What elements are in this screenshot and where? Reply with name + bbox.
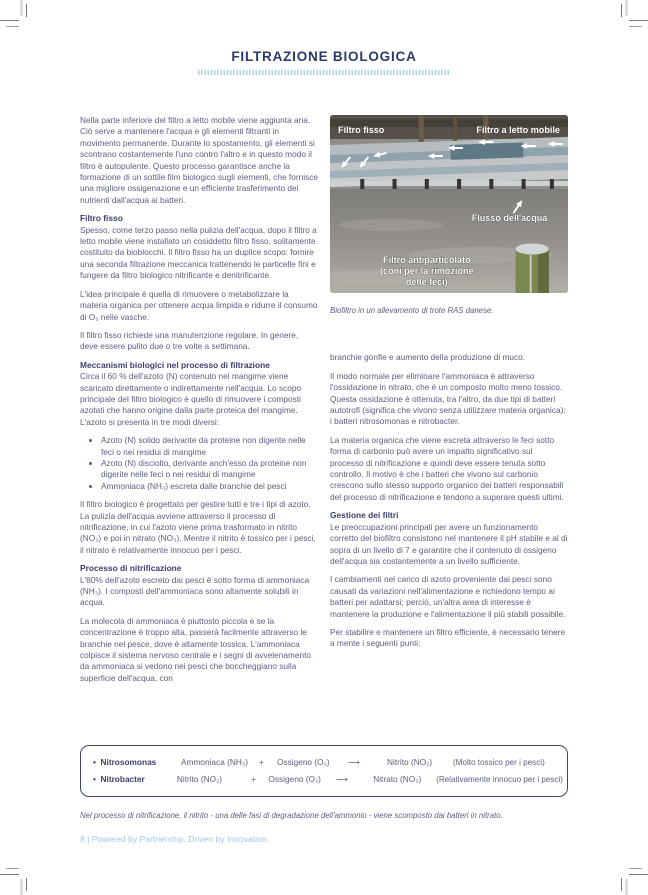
paragraph: Circa il 60 % dell'azoto (N) contenuto nel mangime viene scaricato direttamente o indirettamente nell'acqua. Lo scopo principale del filtro biologico è quello di rimuovere i composti azotati che hanno origine dalla parte proteica del mangime. L'azoto si presenta in tre modi diversi: bbox=[80, 371, 302, 427]
photo-label-antiparticolato-3: delle feci) bbox=[405, 277, 448, 287]
crop-mark-line bbox=[6, 868, 19, 869]
left-column bbox=[80, 115, 318, 745]
paragraph: I cambiamenti nel carico di azoto proveniente dai pesci sono causati da variazioni nell'alimentazione e richiedono tempo ai batteri per adattarsi; perciò, un'altra area di interesse è mantenere la produzione e l'alimentazione il più stabili possibile. bbox=[330, 574, 566, 619]
section-heading-nitrificazione: Processo di nitrificazione bbox=[80, 563, 182, 574]
crop-mark-line bbox=[629, 868, 642, 869]
biofilter-photo bbox=[330, 115, 568, 293]
section-heading-filtro-fisso: Filtro fisso bbox=[80, 213, 123, 224]
crop-mark-line bbox=[0, 874, 19, 875]
crop-mark-line bbox=[20, 0, 23, 16]
photo-label-antiparticolato-2: (coni per la rimozione bbox=[380, 266, 474, 276]
photo-caption: Biofiltro in un allevamento di trote RAS danese. bbox=[330, 306, 494, 315]
reactant: Nitrito (NO₂) bbox=[176, 774, 223, 784]
list-item: • Azoto (N) solido derivante da proteine non digerite nelle feci o nei residui di mangime bbox=[101, 435, 318, 458]
list-item: • Azoto (N) disciolto, derivante anch'esso da proteine non digerite nelle feci o nei residui di mangime bbox=[101, 458, 318, 481]
title-underline-ticks bbox=[198, 70, 451, 75]
photo-label-flusso: Flusso dell'acqua bbox=[471, 213, 548, 223]
front-rail bbox=[330, 181, 568, 186]
crop-mark-line bbox=[621, 4, 622, 17]
crop-mark-line bbox=[6, 26, 19, 27]
nitrification-reactions-box bbox=[80, 745, 568, 797]
section-heading-meccanismi: Meccanismi biologici nel processo di filtrazione bbox=[80, 359, 270, 370]
wood-post bbox=[453, 117, 457, 143]
crop-mark-line bbox=[629, 874, 648, 875]
page-title: FILTRAZIONE BIOLOGICA bbox=[231, 49, 417, 64]
reaction-row-nitrobacter bbox=[93, 774, 563, 785]
crop-mark-line bbox=[625, 0, 628, 16]
crop-mark-line bbox=[621, 878, 622, 891]
water-streak bbox=[338, 219, 443, 231]
paragraph: branchie gonfie e aumento della produzione di muco. bbox=[330, 352, 526, 363]
crop-mark-line bbox=[629, 26, 642, 27]
photo-label-filtro-fisso: Filtro fisso bbox=[338, 125, 385, 135]
crop-mark-line bbox=[629, 20, 648, 21]
crop-mark-line bbox=[26, 4, 27, 17]
crop-mark-line bbox=[0, 20, 19, 21]
paragraph: Le preoccupazioni principali per avere un funzionamento corretto del biofiltro consistono nel mantenere il pH stabile e al di sopra di un livello di 7 e garantire che il contenuto di ossigeno dell'acqua sia costantemente a un livello sufficiente. bbox=[330, 521, 568, 566]
reactant: Ammoniaca (NH₃) bbox=[181, 757, 248, 767]
paragraph: Il modo normale per eliminare l'ammoniaca è attraverso l'ossidazione in nitrato, che è un composto molto meno tossico. Questa ossidazione è ottenuta, tra l'altro, da due tipi di batteri autotrofi (significa che vivono senza utilizzare materia organica): i batteri nitrosomonas e nitrobacter. bbox=[330, 370, 566, 427]
reaction-arrow-icon: ⟶ bbox=[348, 757, 360, 767]
paragraph: Spesso, come terzo passo nella pulizia dell'acqua, dopo il filtro a letto mobile viene installato un cosiddetto filtro fisso, solitamente costituito da bioblocchi. Il filtro fisso ha un duplice scopo: fornire una seconda filtrazione meccanica trattenendo le particelle fini e fungere da filtro biologico nitrificante e denitrificante. bbox=[80, 224, 317, 281]
paragraph: Per stabilire e mantenere un filtro efficiente, è necessario tenere a mente i seguenti punti: bbox=[330, 626, 566, 649]
reactions-caption: Nel processo di nitrificazione, il nitrito - una delle fasi di degradazione dell'ammonio - viene scomposto dai batteri in nitrato. bbox=[80, 811, 503, 820]
paragraph: Il filtro biologico è progettato per gestire tutti e tre i tipi di azoto. La pulizia dell'acqua avviene attraverso il processo di nitrificazione, in cui l'azoto viene prima trasformato in nitrito (NO₂) e poi in nitrato (NO₃). Mentre il nitrito è tossico per i pesci, il nitrato è relativamente innocuo per i pesci. bbox=[80, 499, 316, 555]
crop-mark-top-left bbox=[0, 0, 28, 28]
right-column bbox=[330, 115, 568, 745]
page-header bbox=[0, 0, 648, 75]
plus-sign: + bbox=[259, 757, 264, 767]
raceway-channels bbox=[330, 137, 568, 188]
toxicity-note: (Relativamente innocuo per i pesci) bbox=[436, 775, 563, 784]
biofilter-photo-figure bbox=[330, 115, 568, 293]
crop-mark-line bbox=[26, 878, 27, 891]
crop-mark-top-right bbox=[620, 0, 648, 28]
paragraph: L'idea principale è quella di rimuovere o metabolizzare la materia organica per ottenere acqua limpida e ridurre il consumo di O₂ nelle vasche. bbox=[80, 288, 318, 322]
toxicity-note: (Molto tossico per i pesci) bbox=[453, 758, 545, 767]
list-item: • Ammoniaca (NH₃) escreta dalle branchie dei pesci bbox=[101, 481, 318, 492]
section-heading-gestione-filtri: Gestione dei filtri bbox=[330, 510, 399, 521]
paragraph: L'80% dell'azoto escreto dai pesci è sotto forma di ammoniaca (NH₃). I composti dell'ammoniaca sono altamente solubili in acqua. bbox=[80, 574, 310, 608]
wood-post bbox=[419, 115, 424, 143]
crop-mark-line bbox=[625, 879, 628, 895]
paragraph: La materia organica che viene escreta attraverso le feci sotto forma di carbonio può avere un impatto significativo sul processo di nitrificazione e quindi deve essere tenuta sotto controllo. Il motivo è che i batteri che vivono sul carbonio crescono sullo stesso supporto organico dei batteri responsabili del processo di nitrificazione e tendono a superare questi ultimi. bbox=[330, 434, 564, 502]
reactant: Ossigeno (O₂) bbox=[268, 774, 321, 784]
page-footer bbox=[80, 834, 568, 844]
plus-sign: + bbox=[251, 774, 257, 784]
reactant: Ossigeno (O₂) bbox=[277, 757, 330, 767]
crop-mark-line bbox=[20, 879, 23, 895]
footer-text: 8 | Powered by Partnership. Driven by Innovation. bbox=[80, 834, 270, 844]
reaction-row-nitrosomonas bbox=[93, 757, 563, 768]
product: Nitrito (NO₂) bbox=[387, 757, 433, 767]
nitrogen-types-list bbox=[80, 435, 318, 492]
photo-label-letto-mobile: Filtro a letto mobile bbox=[476, 125, 560, 135]
moving-bed-water bbox=[450, 142, 523, 160]
crop-mark-bottom-left bbox=[0, 867, 28, 895]
crop-mark-bottom-right bbox=[620, 867, 648, 895]
reaction-arrow-icon: ⟶ bbox=[336, 774, 348, 784]
paragraph: Il filtro fisso richiede una manutenzione regolare. In genere, deve essere pulito due o tre volte a settimana. bbox=[80, 329, 299, 352]
two-column-body bbox=[0, 115, 648, 745]
cylinder-post bbox=[516, 244, 549, 294]
paragraph: La molecola di ammoniaca è piuttosto piccola e se la concentrazione è troppo alta, passerà facilmente attraverso le branchie nel pesce, dove è altamente tossica. L'ammoniaca colpisce il sistema nervoso centrale e i segni di avvelenamento da ammoniaca si vedono nei pesci che boccheggiano sulla superficie dell'acqua, con bbox=[80, 615, 312, 683]
product: Nitrato (NO₃) bbox=[373, 774, 422, 784]
photo-label-antiparticolato-1: Filtro antiparticolato bbox=[383, 255, 471, 265]
bacteria-name: • Nitrobacter bbox=[93, 774, 177, 784]
paragraph-intro: Nella parte inferiore del filtro a letto mobile viene aggiunta aria. Ciò serve a mantenere l'acqua e gli elementi filtranti in movimento permanente. Durante lo spostamento, gli elementi si scontrano costantemente l'uno contro l'altro e in questo modo il filtro è autopulente. Questo processo garantisce anche la formazione di un sottile film biologico sugli elementi, che fornisce una migliore ossigenazione e un efficiente trasferimento dei nutrienti dall'acqua ai batteri. bbox=[80, 115, 318, 205]
bacteria-name: • Nitrosomonas bbox=[93, 757, 181, 767]
